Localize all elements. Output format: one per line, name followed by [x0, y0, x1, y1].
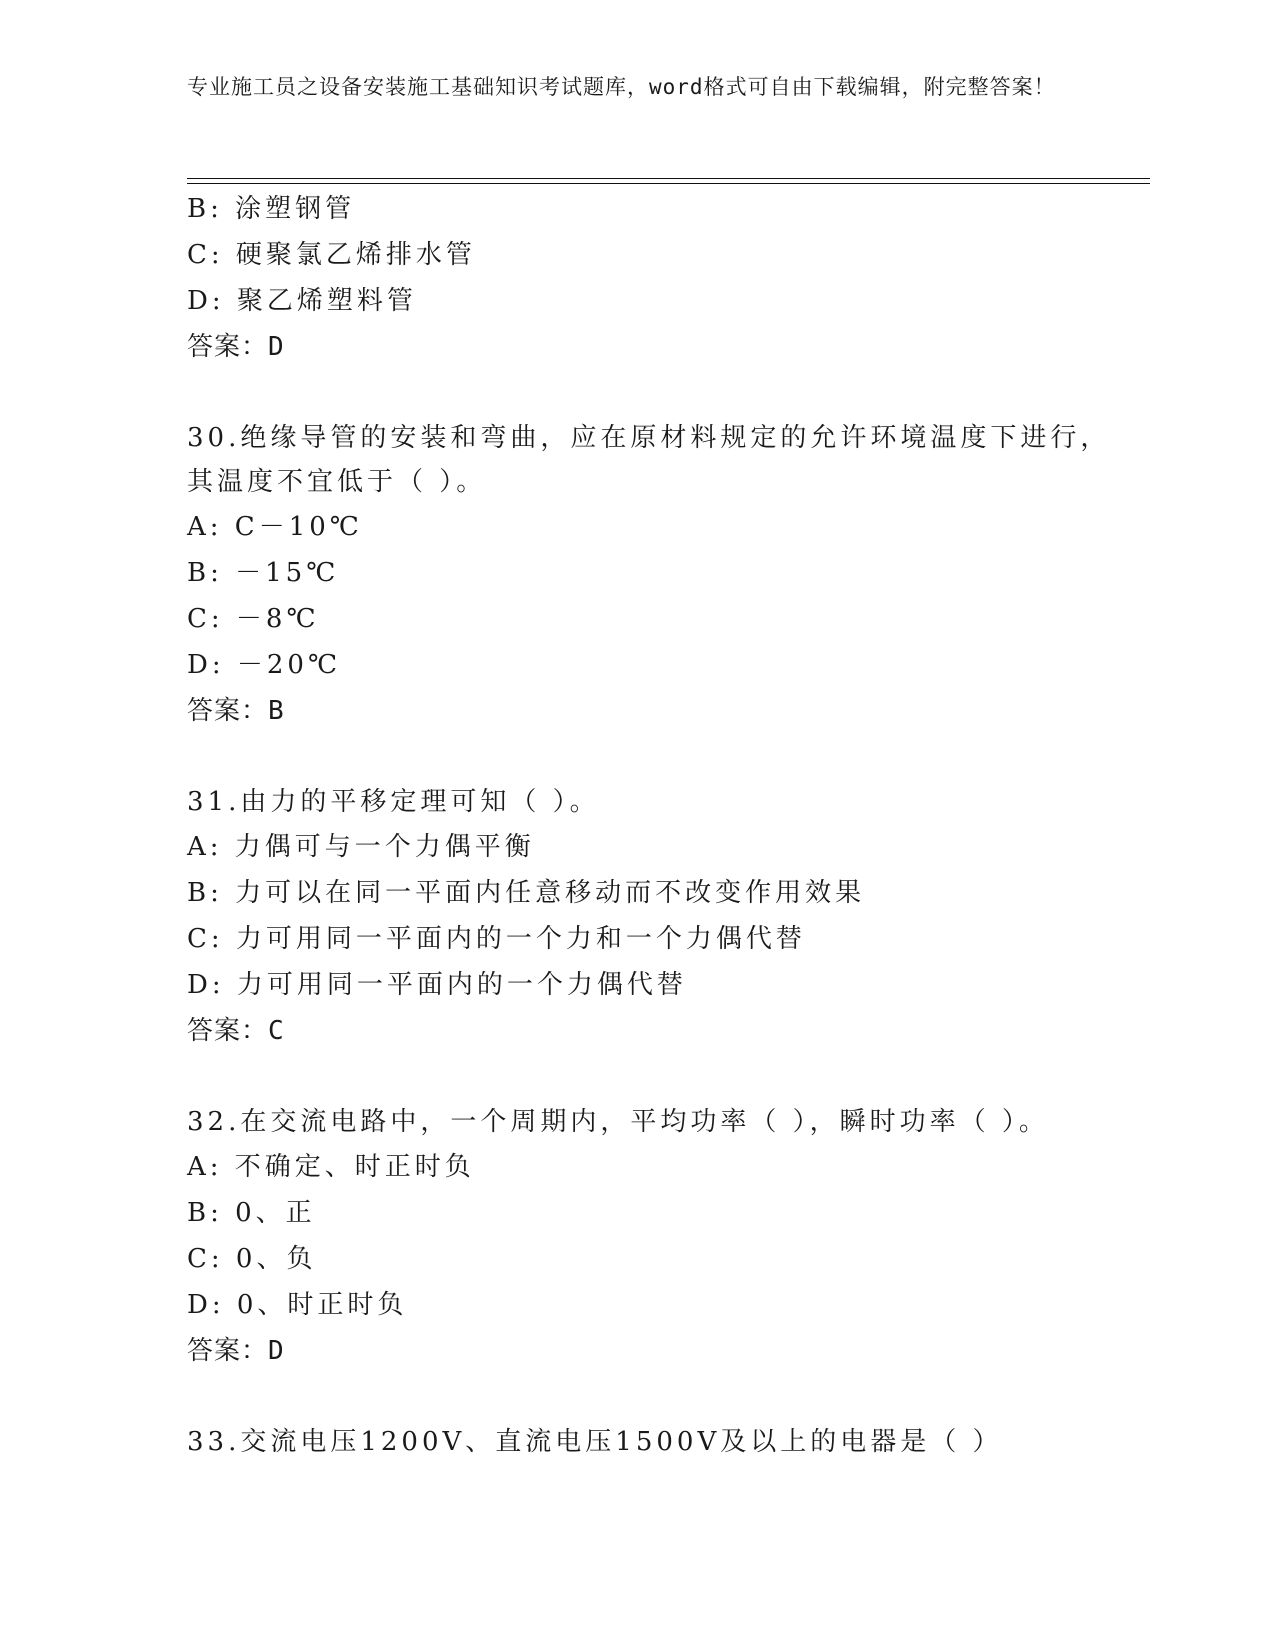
header-divider-top: [187, 178, 1150, 179]
header-title: 专业施工员之设备安装施工基础知识考试题库，word格式可自由下载编辑，附完整答案！: [187, 75, 1056, 99]
option-b: B: 0、正: [187, 1198, 316, 1228]
option-d: D: －20℃: [187, 650, 342, 680]
question-29-continuation: [187, 186, 1147, 370]
answer-line: 答案：D: [187, 332, 285, 362]
option-d: D: 聚乙烯塑料管: [187, 286, 417, 316]
option-c: C: 力可用同一平面内的一个力和一个力偶代替: [187, 924, 806, 954]
question-32: [187, 1100, 1147, 1374]
option-a: A: C－10℃: [187, 512, 363, 542]
option-b: B: 力可以在同一平面内任意移动而不改变作用效果: [187, 878, 866, 908]
question-33: [187, 1420, 1147, 1464]
answer-line: 答案：C: [187, 1016, 285, 1046]
option-c: C: －8℃: [187, 604, 320, 634]
question-stem: 32.在交流电路中，一个周期内，平均功率（ ），瞬时功率（ ）。: [187, 1107, 1049, 1137]
option-a: A: 力偶可与一个力偶平衡: [187, 832, 535, 862]
option-a: A: 不确定、时正时负: [187, 1152, 475, 1182]
question-stem: 30.绝缘导管的安装和弯曲，应在原材料规定的允许环境温度下进行，: [187, 423, 1111, 453]
question-31: [187, 780, 1147, 1054]
question-list: [187, 186, 1147, 1464]
option-c: C: 硬聚氯乙烯排水管: [187, 240, 476, 270]
answer-line: 答案：D: [187, 1336, 285, 1366]
option-d: D: 0、时正时负: [187, 1290, 408, 1320]
option-d: D: 力可用同一平面内的一个力偶代替: [187, 970, 687, 1000]
answer-line: 答案：B: [187, 696, 285, 726]
document-header: [187, 72, 1067, 103]
question-stem: 33.交流电压1200V、直流电压1500V及以上的电器是（ ）: [187, 1427, 1003, 1457]
question-stem-continued: 其温度不宜低于（ ）。: [187, 467, 487, 497]
option-b: B: －15℃: [187, 558, 340, 588]
option-b: B: 涂塑钢管: [187, 194, 356, 224]
option-c: C: 0、负: [187, 1244, 317, 1274]
question-stem: 31.由力的平移定理可知（ ）。: [187, 787, 600, 817]
header-divider-bottom: [187, 183, 1150, 184]
question-30: [187, 416, 1147, 734]
